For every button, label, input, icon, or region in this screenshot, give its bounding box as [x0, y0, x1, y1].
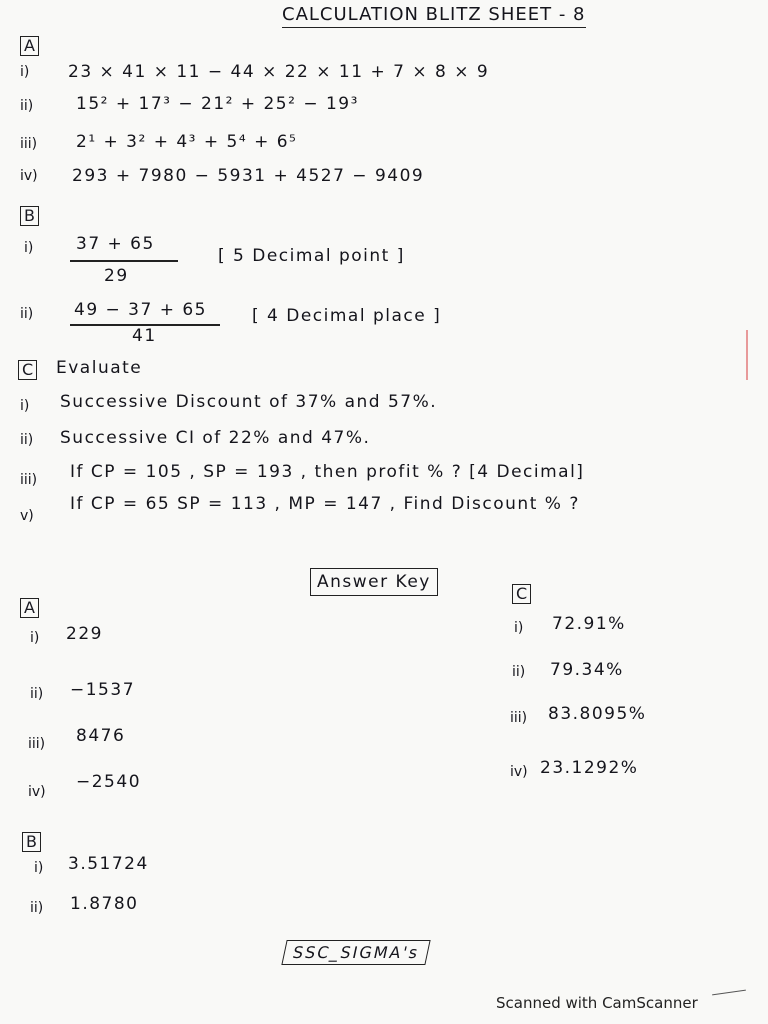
section-c-heading: Evaluate [56, 358, 143, 378]
answer-key-heading: Answer Key [310, 568, 438, 596]
section-b-item-1-num: i) [24, 240, 34, 256]
answer-a-4-num: iv) [28, 784, 46, 800]
answer-a-label: A [20, 598, 39, 618]
page-edge-mark [746, 330, 748, 380]
answer-c-2: 79.34% [550, 660, 624, 680]
answer-a-2: −1537 [70, 680, 136, 700]
section-c-item-2-num: ii) [20, 432, 34, 448]
section-c-item-3-num: iii) [20, 472, 38, 488]
answer-a-2-num: ii) [30, 686, 44, 702]
section-c-item-1: Successive Discount of 37% and 57%. [60, 392, 438, 412]
section-b-item-1-denominator: 29 [104, 266, 129, 286]
section-b-item-1-note: [ 5 Decimal point ] [218, 246, 405, 266]
scan-mark [712, 990, 746, 996]
section-c-item-4-num: v) [20, 508, 34, 524]
answer-b-label: B [22, 832, 41, 852]
section-a-item-2-num: ii) [20, 98, 34, 114]
section-b-item-2-numerator: 49 − 37 + 65 [74, 300, 207, 320]
section-c-item-2: Successive CI of 22% and 47%. [60, 428, 371, 448]
section-a-item-1: 23 × 41 × 11 − 44 × 22 × 11 + 7 × 8 × 9 [68, 62, 490, 82]
section-a-label: A [20, 36, 39, 56]
answer-c-3: 83.8095% [548, 704, 647, 724]
answer-c-1-num: i) [514, 620, 524, 636]
answer-a-1: 229 [66, 624, 103, 644]
answer-c-1: 72.91% [552, 614, 626, 634]
answer-a-4: −2540 [76, 772, 142, 792]
answer-a-3: 8476 [76, 726, 126, 746]
answer-b-1-num: i) [34, 860, 44, 876]
brand-stamp: SSC_SIGMA's [281, 940, 431, 965]
section-b-label: B [20, 206, 39, 226]
fraction-bar [70, 260, 178, 262]
section-a-item-4-num: iv) [20, 168, 38, 184]
section-a-item-2: 15² + 17³ − 21² + 25² − 19³ [76, 94, 359, 114]
answer-c-label: C [512, 584, 531, 604]
answer-c-3-num: iii) [510, 710, 528, 726]
section-b-item-2-denominator: 41 [132, 326, 157, 346]
section-b-item-2-note: [ 4 Decimal place ] [252, 306, 442, 326]
section-c-item-3: If CP = 105 , SP = 193 , then profit % ? [4 Decimal] [70, 462, 585, 482]
section-b-item-1-numerator: 37 + 65 [76, 234, 155, 254]
section-c-item-1-num: i) [20, 398, 30, 414]
section-a-item-3: 2¹ + 3² + 4³ + 5⁴ + 6⁵ [76, 132, 298, 152]
answer-a-3-num: iii) [28, 736, 46, 752]
answer-c-2-num: ii) [512, 664, 526, 680]
section-c-label: C [18, 360, 37, 380]
section-b-item-2-num: ii) [20, 306, 34, 322]
answer-b-1: 3.51724 [68, 854, 149, 874]
section-a-item-1-num: i) [20, 64, 30, 80]
answer-c-4: 23.1292% [540, 758, 639, 778]
section-a-item-4: 293 + 7980 − 5931 + 4527 − 9409 [72, 166, 425, 186]
answer-a-1-num: i) [30, 630, 40, 646]
section-c-item-4: If CP = 65 SP = 113 , MP = 147 , Find Discount % ? [70, 494, 580, 514]
page-title: CALCULATION BLITZ SHEET - 8 [282, 4, 586, 28]
scanner-watermark: Scanned with CamScanner [496, 994, 698, 1012]
section-a-item-3-num: iii) [20, 136, 38, 152]
answer-b-2: 1.8780 [70, 894, 139, 914]
answer-b-2-num: ii) [30, 900, 44, 916]
answer-c-4-num: iv) [510, 764, 528, 780]
